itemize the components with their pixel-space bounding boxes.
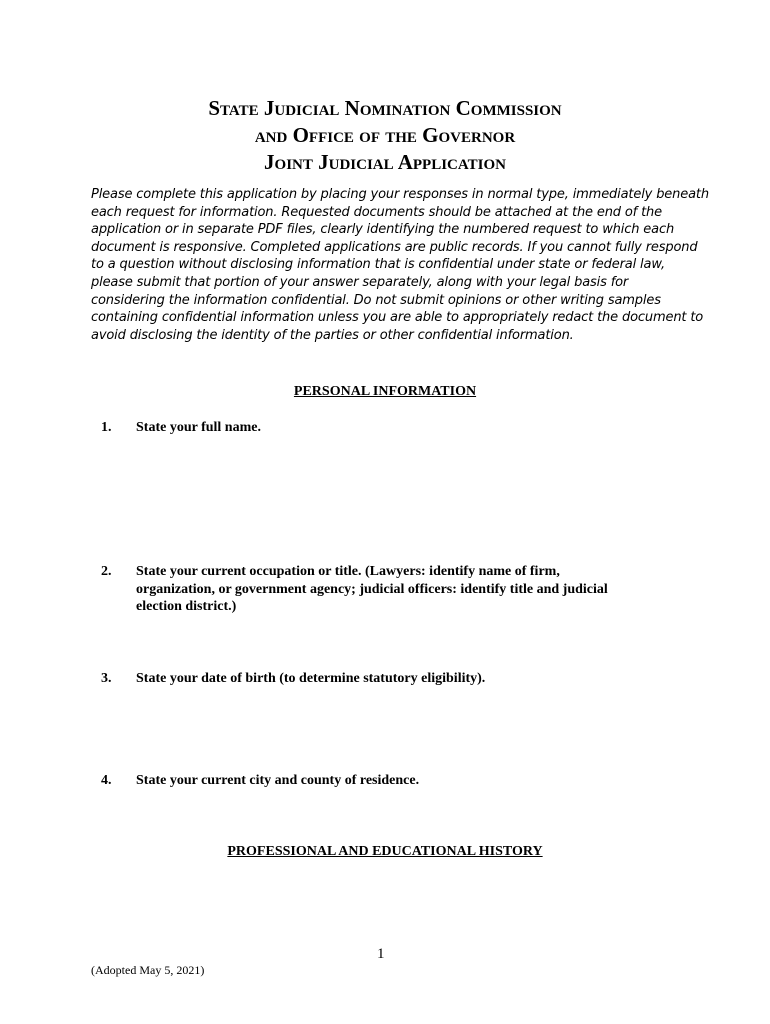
question-number: 2.: [101, 564, 112, 579]
question-line: organization, or government agency; judicial officers: identify title and judicial: [136, 581, 608, 597]
question-text: [136, 419, 676, 437]
question-line: State your current city and county of residence.: [136, 773, 420, 788]
section-heading-personal-information: PERSONAL INFORMATION: [293, 384, 477, 399]
instructions-line: application or in separate PDF files, clearly identifying the numbered request to which each: [91, 222, 675, 238]
instructions-paragraph: [91, 186, 709, 344]
instructions-line: avoid disclosing the identity of the parties or other confidential information.: [91, 327, 574, 343]
instructions-line: document is responsive. Completed applications are public records. If you cannot fully respond: [91, 239, 698, 255]
question-number: 1.: [101, 420, 112, 435]
question-line: State your date of birth (to determine statutory eligibility).: [136, 671, 486, 686]
question-text: [136, 563, 676, 616]
instructions-line: containing confidential information unless you are able to appropriately redact the document to: [91, 310, 704, 326]
instructions-line: considering the information confidential. Do not submit opinions or other writing samples: [91, 292, 661, 308]
document-title-line-3: Joint Judicial Application: [264, 150, 506, 174]
question-line: election district.): [136, 599, 237, 614]
question-number: 4.: [101, 773, 112, 788]
document-title-line-1: State Judicial Nomination Commission: [208, 96, 562, 120]
instructions-line: to a question without disclosing information that is confidential under state or federal law,: [91, 257, 665, 273]
instructions-line: please submit that portion of your answer separately, along with your legal basis for: [91, 274, 629, 290]
question-line: State your current occupation or title. (Lawyers: identify name of firm,: [136, 564, 560, 579]
question-text: [136, 772, 676, 790]
question-line: State your full name.: [136, 420, 261, 435]
instructions-line: each request for information. Requested documents should be attached at the end of the: [91, 204, 662, 220]
section-heading-professional-history: PROFESSIONAL AND EDUCATIONAL HISTORY: [227, 844, 543, 859]
page-number: 1: [377, 946, 385, 962]
adopted-date-note: (Adopted May 5, 2021): [91, 963, 205, 977]
question-number: 3.: [101, 671, 112, 686]
document-title-line-2: and Office of the Governor: [254, 123, 516, 147]
instructions-line: Please complete this application by placing your responses in normal type, immediately beneath: [91, 187, 709, 202]
question-text: [136, 670, 676, 688]
